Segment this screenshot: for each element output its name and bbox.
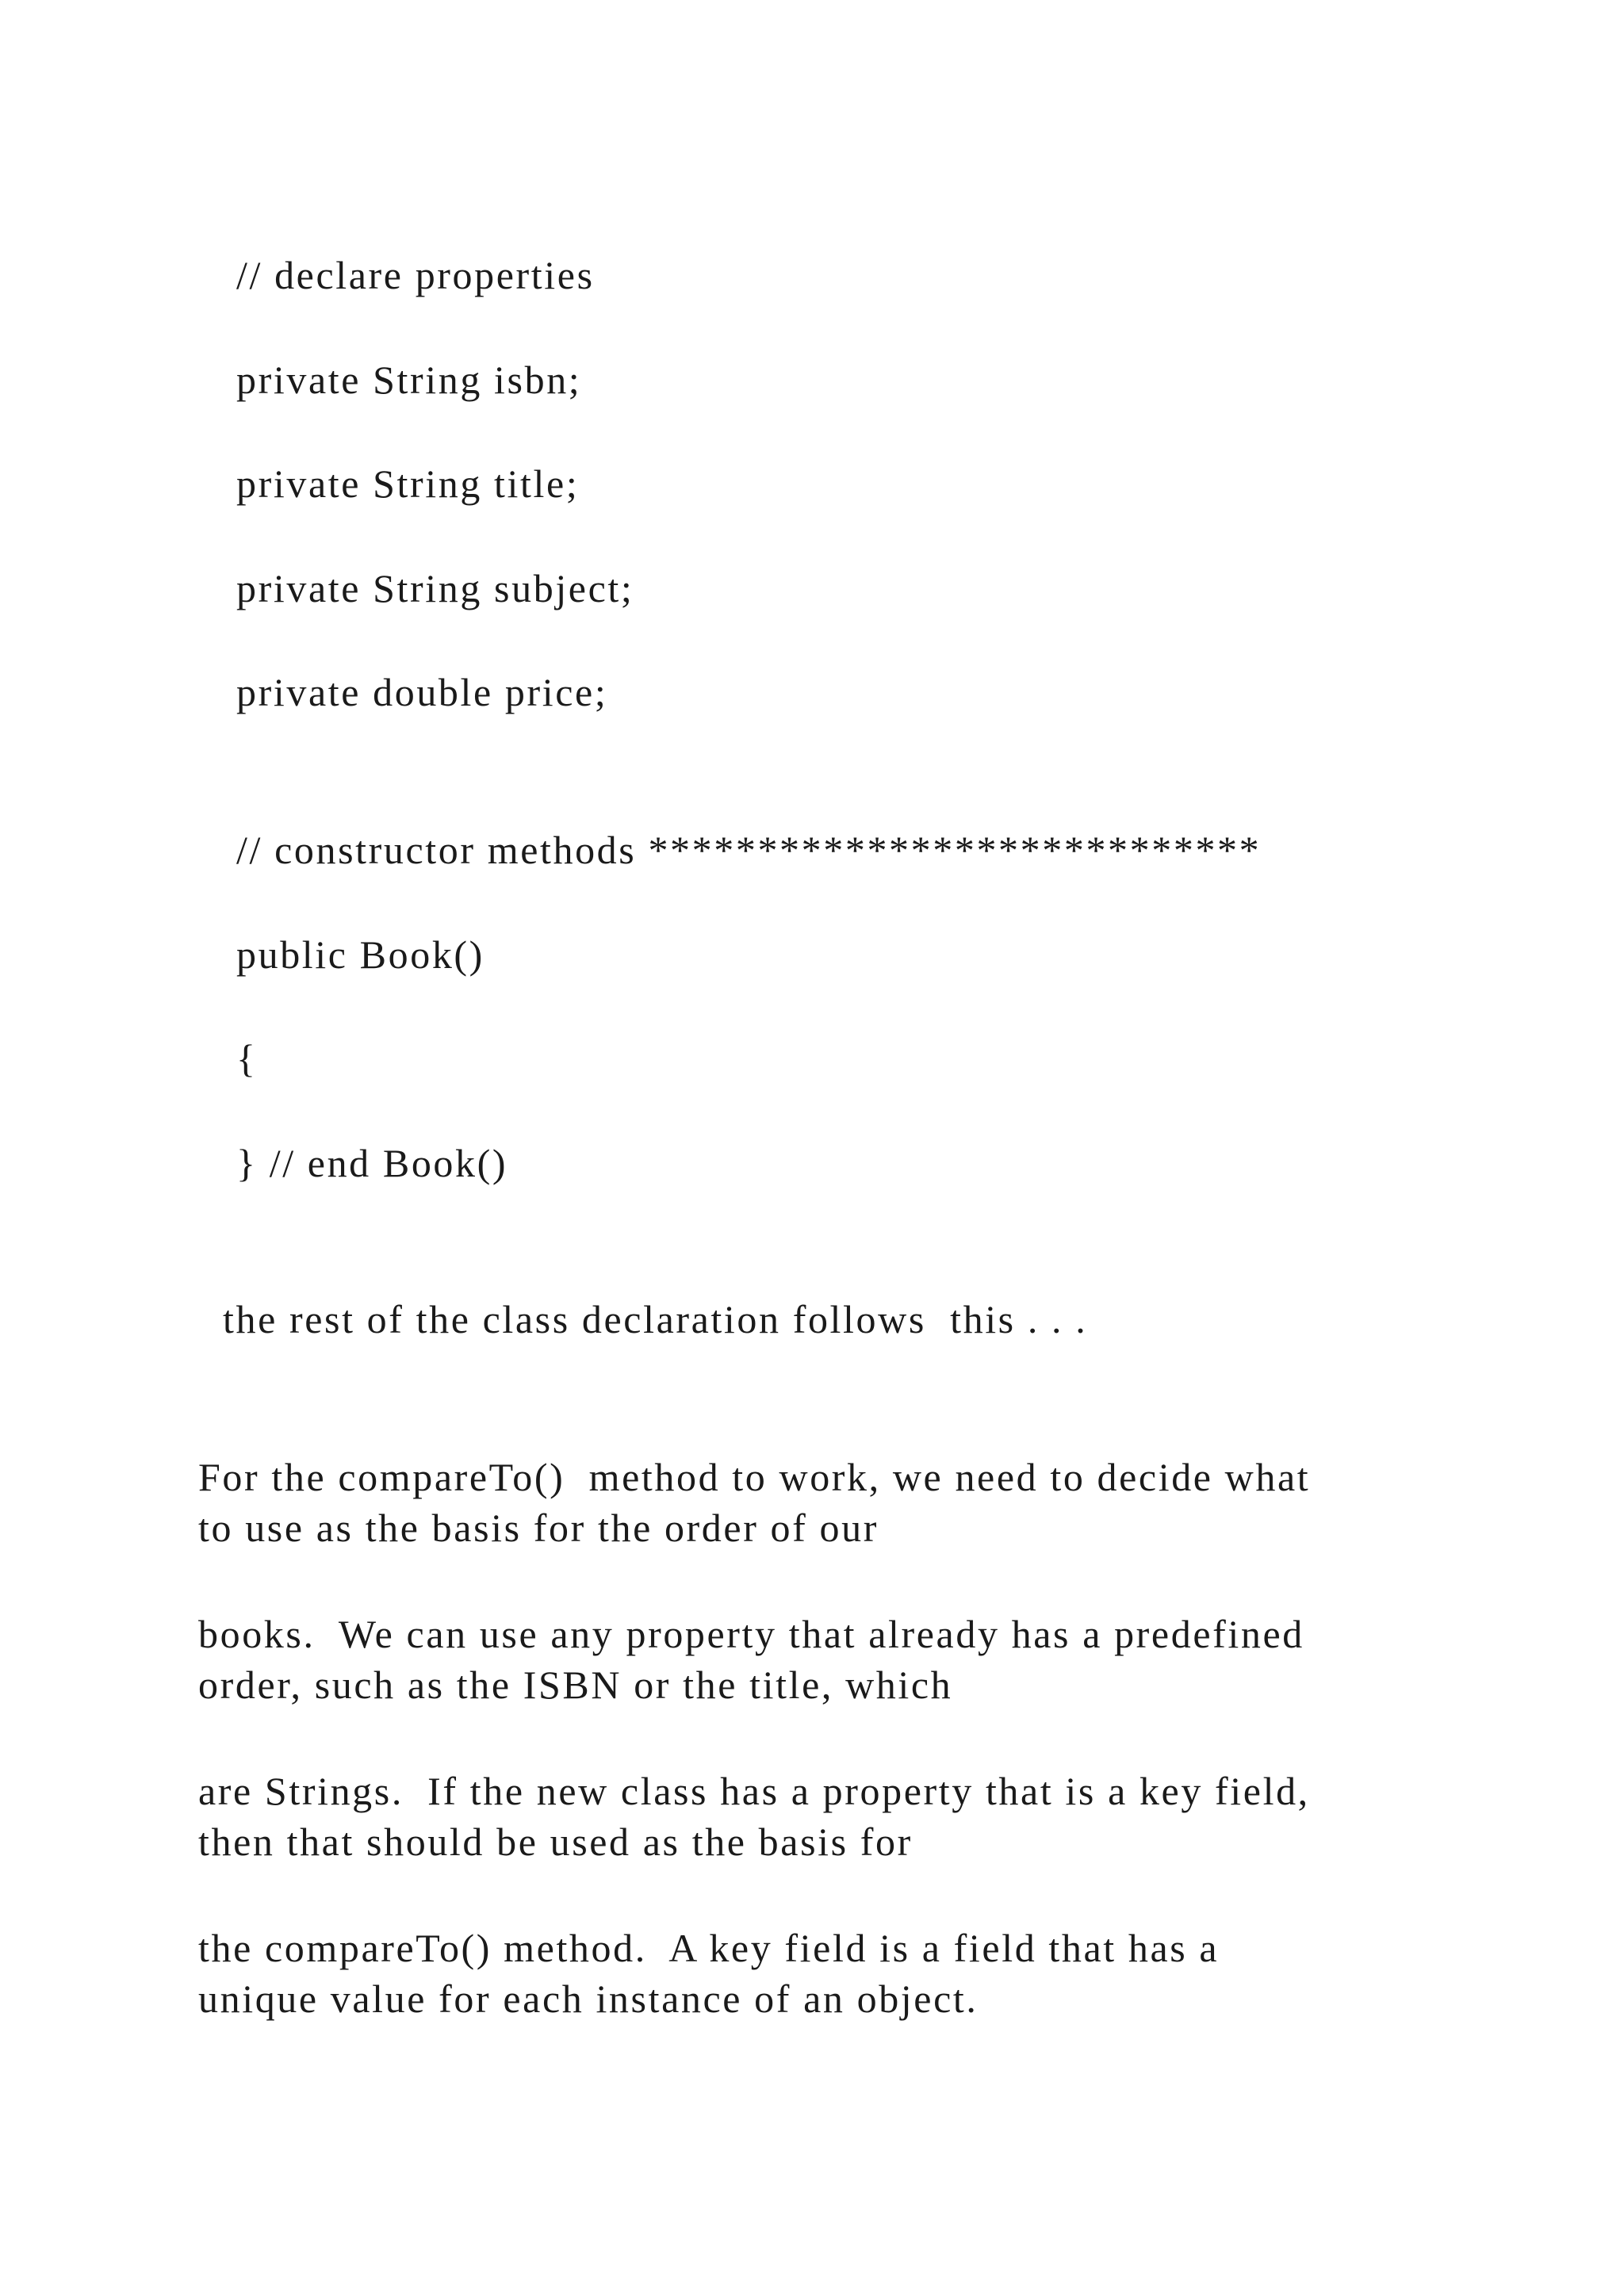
paragraph-1-line-2: to use as the basis for the order of our bbox=[198, 1506, 879, 1550]
code-line-constructor-signature: public Book() bbox=[236, 932, 485, 977]
code-comment-declare-properties: // declare properties bbox=[236, 253, 595, 297]
body-paragraph-1 bbox=[198, 1452, 1435, 1553]
code-line-title: private String title; bbox=[236, 461, 580, 506]
paragraph-1-line-1: For the compareTo() method to work, we need to decide what bbox=[198, 1455, 1311, 1499]
body-paragraph-3 bbox=[198, 1766, 1435, 1867]
code-line-price: private double price; bbox=[236, 670, 608, 714]
paragraph-3-line-1: are Strings. If the new class has a property that is a key field, bbox=[198, 1769, 1310, 1813]
code-line-subject: private String subject; bbox=[236, 566, 634, 610]
code-line-isbn: private String isbn; bbox=[236, 358, 582, 402]
body-paragraph-4 bbox=[198, 1923, 1435, 2024]
paragraph-2-line-2: order, such as the ISBN or the title, which bbox=[198, 1663, 953, 1707]
code-line-close-brace: } // end Book() bbox=[236, 1141, 508, 1185]
continuation-note: the rest of the class declaration follows this . . . bbox=[223, 1297, 1088, 1341]
paragraph-4-line-1: the compareTo() method. A key field is a field that has a bbox=[198, 1926, 1220, 1970]
paragraph-3-line-2: then that should be used as the basis for bbox=[198, 1820, 913, 1864]
code-line-open-brace: { bbox=[236, 1036, 258, 1081]
body-paragraph-2 bbox=[198, 1609, 1435, 1710]
paragraph-2-line-1: books. We can use any property that already has a predefined bbox=[198, 1612, 1304, 1656]
code-comment-constructor-methods: // constructor methods **************************** bbox=[236, 828, 1262, 872]
paragraph-4-line-2: unique value for each instance of an object. bbox=[198, 1976, 979, 2021]
